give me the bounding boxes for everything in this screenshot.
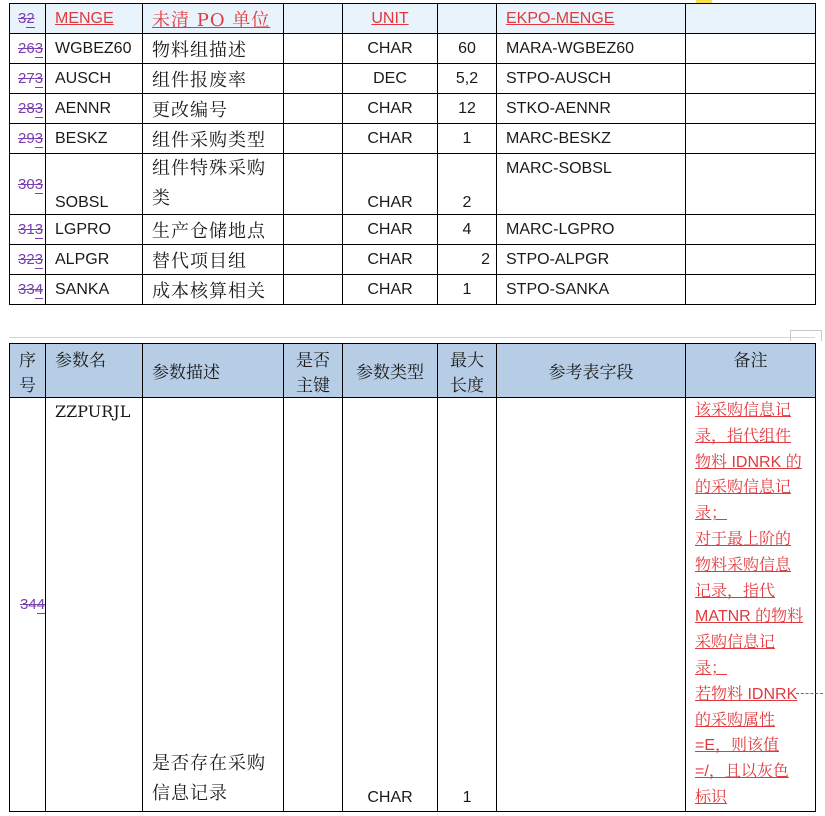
param-desc: 未清 PO 单位 <box>143 4 284 34</box>
param-type: CHAR <box>343 398 438 812</box>
row-number: 263 <box>10 34 46 64</box>
comment-connector <box>796 693 823 694</box>
param-desc: 成本核算相关 <box>143 275 284 305</box>
remark-cell <box>686 94 816 124</box>
param-name: WGBEZ60 <box>46 34 143 64</box>
param-type: CHAR <box>343 124 438 154</box>
param-type: CHAR <box>343 34 438 64</box>
table-row <box>10 245 816 275</box>
max-length: 5,2 <box>438 64 497 94</box>
remark-cell <box>686 64 816 94</box>
ref-field: MARC-LGPRO <box>497 215 686 245</box>
param-desc: 物料组描述 <box>143 34 284 64</box>
param-desc: 替代项目组 <box>143 245 284 275</box>
param-name: SOBSL <box>46 154 143 215</box>
ref-field: MARA-WGBEZ60 <box>497 34 686 64</box>
header-desc: 参数描述 <box>143 344 284 398</box>
header-key: 是否 主键 <box>284 344 343 398</box>
row-number: 344 <box>10 398 46 812</box>
table-row <box>10 124 816 154</box>
primary-key <box>284 64 343 94</box>
header-type: 参数类型 <box>343 344 438 398</box>
param-type: UNIT <box>343 4 438 34</box>
max-length: 12 <box>438 94 497 124</box>
remark-line: 的采购信息记 <box>695 479 792 497</box>
parameter-table <box>9 343 816 812</box>
table-row <box>10 398 816 812</box>
param-desc: 生产仓储地点 <box>143 215 284 245</box>
param-desc: 组件采购类型 <box>143 124 284 154</box>
param-name: SANKA <box>46 275 143 305</box>
remark-line: =E，则该值 <box>695 737 780 755</box>
header-no: 序 号 <box>10 344 46 398</box>
table-row <box>10 64 816 94</box>
remark-cell <box>686 215 816 245</box>
table-row <box>10 215 816 245</box>
primary-key <box>284 34 343 64</box>
remark-line: 记录，指代 <box>695 582 776 600</box>
param-name: ZZPURJL <box>46 398 143 812</box>
ref-field: STPO-SANKA <box>497 275 686 305</box>
max-length: 2 <box>438 245 497 275</box>
ref-field: MARC-BESKZ <box>497 124 686 154</box>
table-row <box>10 94 816 124</box>
param-desc: 是否存在采购 信息记录 <box>143 398 284 812</box>
remark-line: 若物料 IDNRK <box>695 685 798 703</box>
param-type: CHAR <box>343 154 438 215</box>
primary-key <box>284 398 343 812</box>
max-length: 1 <box>438 398 497 812</box>
header-length: 最大 长度 <box>438 344 497 398</box>
remark-line: 的采购属性 <box>695 711 776 729</box>
param-desc: 组件报废率 <box>143 64 284 94</box>
primary-key <box>284 245 343 275</box>
primary-key <box>284 215 343 245</box>
remark-line: 标识 <box>695 788 728 806</box>
row-number: 273 <box>10 64 46 94</box>
remark-line: =/，且以灰色 <box>695 763 789 781</box>
ref-field: MARC-SOBSL <box>497 154 686 215</box>
param-type: CHAR <box>343 245 438 275</box>
remark-cell <box>686 124 816 154</box>
param-type: CHAR <box>343 94 438 124</box>
row-number: 303 <box>10 154 46 215</box>
ref-field <box>497 398 686 812</box>
max-length: 1 <box>438 124 497 154</box>
primary-key <box>284 94 343 124</box>
row-number: 323 <box>10 245 46 275</box>
remark-cell <box>686 154 816 215</box>
ref-field: EKPO-MENGE <box>497 4 686 34</box>
primary-key <box>284 154 343 215</box>
remark-line: 录； <box>695 659 728 677</box>
max-length: 60 <box>438 34 497 64</box>
page-corner-mark <box>790 330 822 341</box>
table-row <box>10 275 816 305</box>
primary-key <box>284 124 343 154</box>
row-number: 283 <box>10 94 46 124</box>
row-number: 293 <box>10 124 46 154</box>
param-name: ALPGR <box>46 245 143 275</box>
primary-key <box>284 275 343 305</box>
row-number: 313 <box>10 215 46 245</box>
ref-field: STKO-AENNR <box>497 94 686 124</box>
remark-cell <box>686 4 816 34</box>
parameter-table-continued <box>9 3 816 305</box>
remark-cell <box>686 275 816 305</box>
section-divider <box>9 337 815 338</box>
remark-line: 对于最上阶的 <box>695 530 792 548</box>
remark-line: MATNR 的物料 <box>695 608 804 626</box>
remark-line: 物料 IDNRK 的 <box>695 453 802 471</box>
remark-cell <box>686 398 816 812</box>
remark-line: 录； <box>695 505 728 523</box>
remark-cell <box>686 34 816 64</box>
remark-line: 物料采购信息 <box>695 556 792 574</box>
primary-key <box>284 4 343 34</box>
param-type: CHAR <box>343 215 438 245</box>
max-length: 4 <box>438 215 497 245</box>
remark-line: 采购信息记 <box>695 634 776 652</box>
max-length <box>438 4 497 34</box>
remark-line: 录，指代组件 <box>695 427 792 445</box>
header-ref: 参考表字段 <box>497 344 686 398</box>
param-name: AUSCH <box>46 64 143 94</box>
param-name: AENNR <box>46 94 143 124</box>
param-type: DEC <box>343 64 438 94</box>
param-type: CHAR <box>343 275 438 305</box>
remark-cell <box>686 245 816 275</box>
header-name: 参数名 <box>46 344 143 398</box>
table-row <box>10 154 816 215</box>
param-name: MENGE <box>46 4 143 34</box>
table-row <box>10 4 816 34</box>
row-number: 334 <box>10 275 46 305</box>
max-length: 1 <box>438 275 497 305</box>
param-desc: 组件特殊采购 类 <box>143 154 284 215</box>
row-number: 32 <box>10 4 46 34</box>
ref-field: STPO-AUSCH <box>497 64 686 94</box>
remark-line: 该采购信息记 <box>695 402 792 419</box>
table-header-row <box>10 344 816 398</box>
param-name: LGPRO <box>46 215 143 245</box>
max-length: 2 <box>438 154 497 215</box>
ref-field: STPO-ALPGR <box>497 245 686 275</box>
table-row <box>10 34 816 64</box>
param-desc: 更改编号 <box>143 94 284 124</box>
header-remark: 备注 <box>686 344 816 398</box>
param-name: BESKZ <box>46 124 143 154</box>
